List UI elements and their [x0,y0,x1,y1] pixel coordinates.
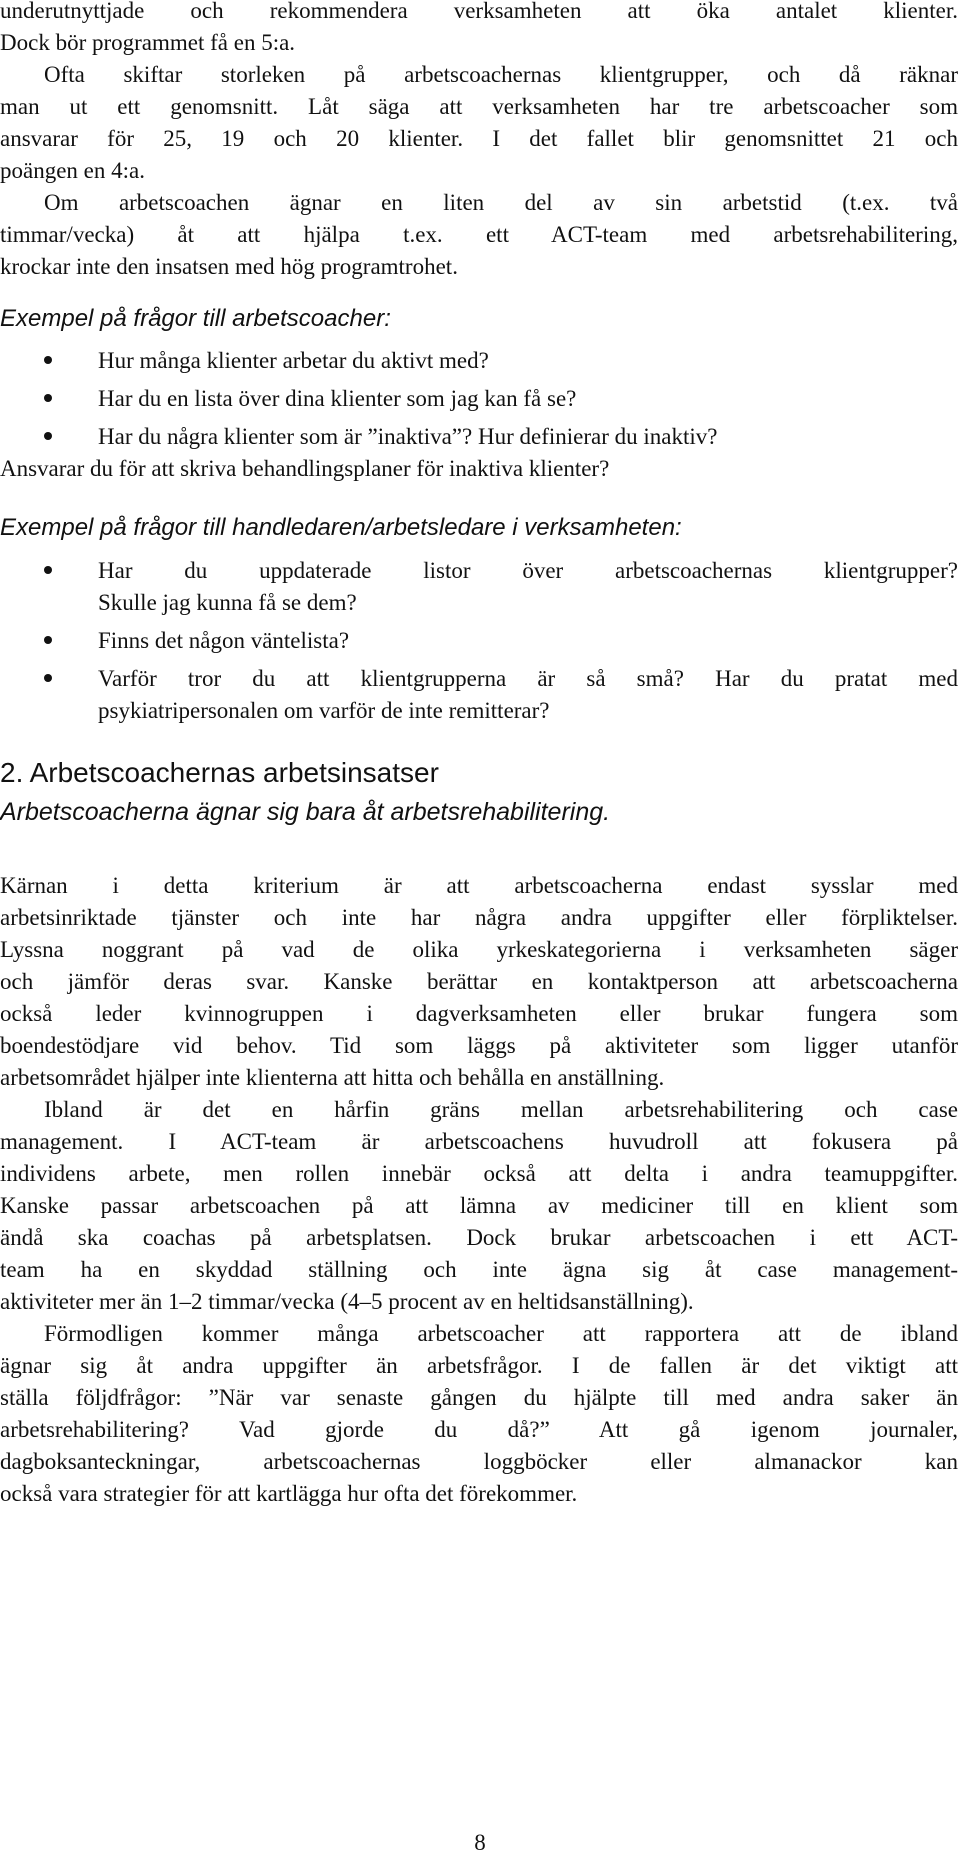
supervisor-question-item: Skulle jag kunna få se dem? [98,590,357,615]
coach-question-item: Har du en lista över dina klienter som jag kan få se? [98,386,577,411]
supervisor-question-item: Finns det någon väntelista? [98,628,350,653]
intro-line: poängen en 4:a. [0,158,145,183]
supervisor-question-item: psykiatripersonalen om varför de inte remitterar? [98,698,550,723]
body-line: team ha en skyddad ställning och inte ägna sig åt case management- [0,1257,958,1282]
body-line: aktiviteter mer än 1–2 timmar/vecka (4–5 procent av en heltidsanställning). [0,1289,694,1314]
intro-line: Om arbetscoachen ägnar en liten del av sin arbetstid (t.ex. två [44,190,958,215]
coach-question-item: Har du några klienter som är ”inaktiva”? Hur definierar du inaktiv? [98,424,718,449]
intro-line: ansvarar för 25, 19 och 20 klienter. I det fallet blir genomsnittet 21 och [0,126,958,151]
supervisor-questions-heading: Exempel på frågor till handledaren/arbetsledare i verksamheten: [0,514,682,541]
intro-line: Dock bör programmet få en 5:a. [0,30,296,55]
coach-question-item: Hur många klienter arbetar du aktivt med? [98,348,489,373]
body-line: management. I ACT-team är arbetscoachens huvudroll att fokusera på [0,1129,958,1154]
body-line: Ibland är det en hårfin gräns mellan arbetsrehabilitering och case [44,1097,958,1122]
supervisor-question-item: Varför tror du att klientgrupperna är så små? Har du pratat med [98,666,958,691]
bullet-icon [44,674,52,682]
body-line: arbetsområdet hjälper inte klienterna att hitta och behålla en anställning. [0,1065,665,1090]
page-number: 8 [474,1830,486,1855]
body-line: också vara strategier för att kartlägga hur ofta det förekommer. [0,1481,578,1506]
bullet-icon [44,394,52,402]
intro-line: krockar inte den insatsen med hög programtrohet. [0,254,458,279]
bullet-icon [44,636,52,644]
section-subheading: Arbetscoacherna ägnar sig bara åt arbetsrehabilitering. [0,798,611,826]
body-line: arbetsinriktade tjänster och inte har några andra uppgifter eller förpliktelser. [0,905,958,930]
intro-line: timmar/vecka) åt att hjälpa t.ex. ett ACT-team med arbetsrehabilitering, [0,222,958,247]
intro-line: man ut ett genomsnitt. Låt säga att verksamheten har tre arbetscoacher som [0,94,958,119]
intro-line: Ofta skiftar storleken på arbetscoachernas klientgrupper, och då räknar [44,62,958,87]
body-line: Lyssna noggrant på vad de olika yrkeskategorierna i verksamheten säger [0,937,958,962]
body-line: arbetsrehabilitering? Vad gjorde du då?” Att gå igenom journaler, [0,1417,958,1442]
body-line: Kanske passar arbetscoachen på att lämna av mediciner till en klient som [0,1193,958,1218]
intro-line: underutnyttjade och rekommendera verksamheten att öka antalet klienter. [0,0,958,23]
body-line: ändå ska coachas på arbetsplatsen. Dock brukar arbetscoachen i ett ACT- [0,1225,958,1250]
supervisor-question-item: Har du uppdaterade listor över arbetscoachernas klientgrupper? [98,558,958,583]
body-line: individens arbete, men rollen innebär också att delta i andra teamuppgifter. [0,1161,958,1186]
bullet-icon [44,566,52,574]
bullet-icon [44,432,52,440]
body-line: ställa följdfrågor: ”När var senaste gången du hjälpte till med andra saker än [0,1385,958,1410]
body-line: Förmodligen kommer många arbetscoacher att rapportera att de ibland [44,1321,958,1346]
body-line: och jämför deras svar. Kanske berättar en kontaktperson att arbetscoacherna [0,969,958,994]
body-line: dagboksanteckningar, arbetscoachernas loggböcker eller almanackor kan [0,1449,958,1474]
section-heading: 2. Arbetscoachernas arbetsinsatser [0,757,439,788]
coach-questions-heading: Exempel på frågor till arbetscoacher: [0,305,391,332]
coach-question-item: Ansvarar du för att skriva behandlingsplaner för inaktiva klienter? [0,456,610,481]
body-line: ägnar sig åt andra uppgifter än arbetsfrågor. I de fallen är det viktigt att [0,1353,958,1378]
body-line: också leder kvinnogruppen i dagverksamheten eller brukar fungera som [0,1001,958,1026]
body-line: boendestödjare vid behov. Tid som läggs på aktiviteter som ligger utanför [0,1033,958,1058]
body-line: Kärnan i detta kriterium är att arbetscoacherna endast sysslar med [0,873,958,898]
bullet-icon [44,356,52,364]
